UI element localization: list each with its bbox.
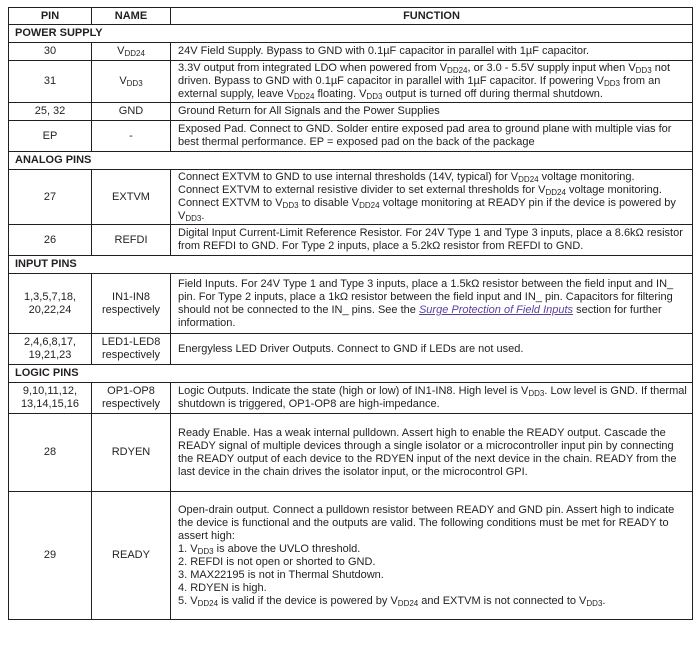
pin-number: 30 <box>9 43 92 61</box>
table-header-row <box>9 8 693 25</box>
section-title: POWER SUPPLY <box>9 25 693 43</box>
pin-number: 28 <box>9 414 92 492</box>
header-name: NAME <box>92 8 171 25</box>
section-row <box>9 365 693 383</box>
pin-name: $V_{DD3}$ <box>92 61 171 103</box>
table-row <box>9 103 693 121</box>
pin-name: RDYEN <box>92 414 171 492</box>
pin-function: Connect EXTVM to GND to use internal thresholds (14V, typical) for $V_{DD24}$ voltage monitoring. Connect EXTVM to external resistive divider to set external thresholds for $V_{DD24}$ voltage monitoring. Connect EXTVM to $V_{DD3}$ to disable $V_{DD24}$ voltage monitoring at READY pin if the device is powered by $V_{DD3}$. <box>171 170 693 225</box>
pin-number: 29 <box>9 492 92 620</box>
section-title: INPUT PINS <box>9 256 693 274</box>
pin-name: REFDI <box>92 225 171 256</box>
pin-function: 3.3V output from integrated LDO when powered from $V_{DD24}$, or 3.0 - 5.5V supply input when $V_{DD3}$ not driven. Bypass to GND with 0.1µF capacitor in parallel with 1µF capacitor. If powering $V_{DD3}$ from an external supply, leave $V_{DD24}$ floating. $V_{DD3}$ output is turned off during thermal shutdown. <box>171 61 693 103</box>
pin-number: 31 <box>9 61 92 103</box>
pin-function: 24V Field Supply. Bypass to GND with 0.1µF capacitor in parallel with 1µF capacitor. <box>171 43 693 61</box>
pin-name: EXTVM <box>92 170 171 225</box>
pin-description-table <box>8 7 693 620</box>
section-row <box>9 25 693 43</box>
pin-function: Ground Return for All Signals and the Power Supplies <box>171 103 693 121</box>
cross-reference-link[interactable]: Surge Protection of Field Inputs <box>418 303 574 316</box>
table-row <box>9 170 693 225</box>
pin-name: READY <box>92 492 171 620</box>
table-row <box>9 492 693 620</box>
pin-name: $V_{DD24}$ <box>92 43 171 61</box>
pin-name: OP1-OP8 respectively <box>92 383 171 414</box>
table-row <box>9 334 693 365</box>
pin-function: Exposed Pad. Connect to GND. Solder entire exposed pad area to ground plane with multiple vias for best thermal performance. EP = exposed pad on the back of the package <box>171 121 693 152</box>
pin-function: Energyless LED Driver Outputs. Connect to GND if LEDs are not used. <box>171 334 693 365</box>
pin-function: Field Inputs. For 24V Type 1 and Type 3 inputs, place a 1.5kΩ resistor between the field input and IN_ pin. For Type 2 inputs, place a 1kΩ resistor between the field input and IN_ pin. Capacitors for filtering should not be connected to the IN_ pins. See the Surge Protection of Field Inputs section for further information. <box>171 274 693 334</box>
pin-function: Digital Input Current-Limit Reference Resistor. For 24V Type 1 and Type 3 inputs, place a 8.6kΩ resistor from REFDI to GND. For Type 2 inputs, place a 5.2kΩ resistor from REFDI to GND. <box>171 225 693 256</box>
pin-number: 2,4,6,8,17, 19,21,23 <box>9 334 92 365</box>
pin-number: 25, 32 <box>9 103 92 121</box>
section-row <box>9 152 693 170</box>
pin-number: 9,10,11,12, 13,14,15,16 <box>9 383 92 414</box>
table-body <box>9 25 693 620</box>
table-row <box>9 61 693 103</box>
pin-number: 1,3,5,7,18, 20,22,24 <box>9 274 92 334</box>
pin-name: - <box>92 121 171 152</box>
pin-function: Open-drain output. Connect a pulldown resistor between READY and GND pin. Assert high to indicate the device is functional and the outputs are valid. The following conditions must be met for READY to assert high: 1. $V_{DD3}$ is above the UVLO threshold. 2. REFDI is not open or shorted to GND. 3. MAX22195 is not in Thermal Shutdown. 4. RDYEN is high. 5. $V_{DD24}$ is valid if the device is powered by $V_{DD24}$ and EXTVM is not connected to $V_{DD3}$. <box>171 492 693 620</box>
pin-number: 27 <box>9 170 92 225</box>
pin-function: Ready Enable. Has a weak internal pulldown. Assert high to enable the READY output. Cascade the READY signal of multiple devices through a single isolator or a microcontroller input pin by connecting the READY output of each device to the RDYEN input of the next device in the chain. READY from the last device in the chain drives the isolator input, or the microcontrol GPI. <box>171 414 693 492</box>
table-row <box>9 414 693 492</box>
pin-function: Logic Outputs. Indicate the state (high or low) of IN1-IN8. High level is $V_{DD3}$. Low level is GND. If thermal shutdown is triggered, OP1-OP8 are high-impedance. <box>171 383 693 414</box>
pin-name: IN1-IN8 respectively <box>92 274 171 334</box>
table-row <box>9 121 693 152</box>
header-pin: PIN <box>9 8 92 25</box>
pin-number: 26 <box>9 225 92 256</box>
table-row <box>9 274 693 334</box>
pin-name: LED1-LED8 respectively <box>92 334 171 365</box>
table-row <box>9 383 693 414</box>
section-title: LOGIC PINS <box>9 365 693 383</box>
table-row <box>9 43 693 61</box>
header-function: FUNCTION <box>171 8 693 25</box>
pin-number: EP <box>9 121 92 152</box>
section-title: ANALOG PINS <box>9 152 693 170</box>
table-row <box>9 225 693 256</box>
section-row <box>9 256 693 274</box>
pin-name: GND <box>92 103 171 121</box>
